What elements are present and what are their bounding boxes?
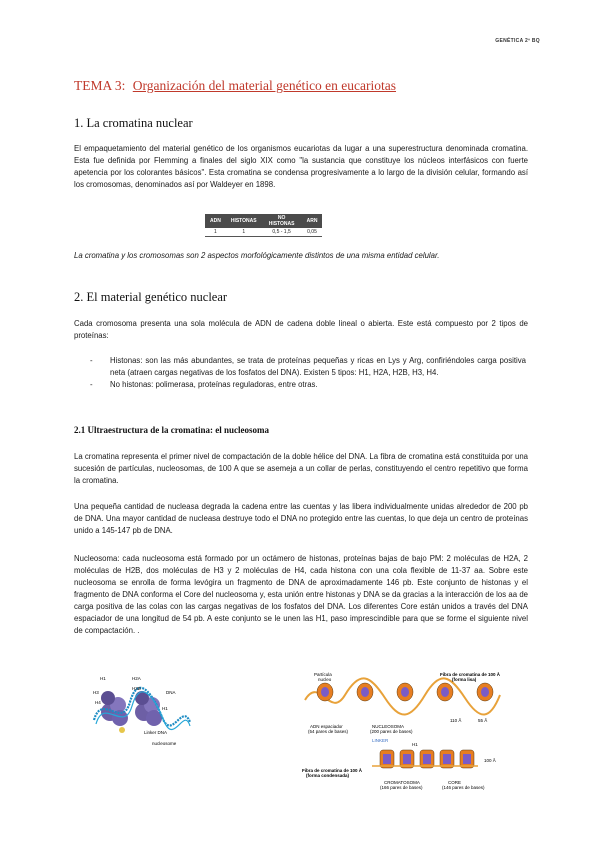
fig-label: DNA: [166, 690, 176, 695]
chromatin-fiber-diagram: [300, 670, 505, 800]
fig-label: H2B: [132, 686, 141, 691]
fig-label: H1: [412, 742, 418, 747]
fig-label: H4: [95, 700, 101, 705]
fig-label: 100 Å: [484, 758, 496, 763]
section-2-heading: 2. El material genético nuclear: [74, 290, 228, 304]
fig-label: H3: [93, 690, 99, 695]
section-2-paragraph: Cada cromosoma presenta una sola molécula de ADN de cadena doble lineal o abierta. Este está compuesto por 2 tipos de proteínas:: [74, 319, 528, 340]
chapter-number: TEMA 3:: [74, 78, 126, 93]
section-1-heading: 1. La cromatina nuclear: [74, 116, 193, 130]
chapter-title: [74, 78, 396, 94]
table-header-cell: HISTONAS: [226, 214, 262, 228]
fig-label: Partícula: [314, 672, 332, 677]
chapter-title-text: Organización del material genético en eucariotas: [132, 78, 397, 93]
table-header-cell: ADN: [205, 214, 226, 228]
fig-label: NUCLEOSOMA: [372, 724, 405, 729]
fig-label: (forma lisa): [452, 677, 477, 682]
fig-label: H1: [100, 676, 106, 681]
fig-label: 55 Å: [478, 718, 488, 723]
fig-label: nucleosome: [152, 741, 177, 746]
list-item: - Histonas: son las más abundantes, se trata de proteínas pequeñas y ricas en Lys y Arg, confiriéndoles carga positiva neta (atraen cargas negativas de los fosfatos del DNA). Existen 5 tipos: H1, H2A, H2B, H3, H4.: [90, 355, 526, 379]
table-header-cell: ARN: [302, 214, 323, 228]
fig-label: nucleo: [318, 677, 332, 682]
fig-label: CROMATOSOMA: [384, 780, 420, 785]
table-row: [205, 228, 322, 237]
list-item: - No histonas: polimerasa, proteínas reguladoras, entre otras.: [90, 379, 526, 391]
protein-type-list: [90, 355, 526, 391]
fig-label: Fibra de cromatina de 100 Å: [440, 672, 501, 677]
fig-label: CORE: [448, 780, 462, 785]
section-2-1-paragraph-3: Nucleosoma: cada nucleosoma está formado por un octámero de histonas, proteínas bajas de bajo PM: 2 moléculas de H2A, 2 moléculas de H2B, dos moléculas de H3 y 2 moléculas de H4, cada histona con una cola flexible de 11-37 aa. Sobre este nucleosoma se enrolla de forma levógira un fragmento de DNA de aproximadamente 146 pb. Este conjunto de histonas y el fragmento de DNA conforma el Core del nucleosoma y, esta unión entre histonas y DNA se da gracias a la interacción de los aa de carga positiva de las colas con las cargas negativas de los fosfatos del DNA. Los diferentes Core están unidos a través del DNA espaciador de una longitud de 54 pb. A este conjunto se le unen las H1, paso imprescindible para que se forme el siguiente nivel de compactación. .: [74, 554, 528, 635]
section-2-1-heading: 2.1 Ultraestructura de la cromatina: el nucleosoma: [74, 425, 270, 435]
fig-label: LINKER: [372, 738, 389, 743]
chromatin-fiber-figure: [300, 670, 505, 800]
fig-label: (166 pares de bases): [380, 785, 423, 790]
italic-note: La cromatina y los cromosomas son 2 aspectos morfológicamente distintos de una misma entidad celular.: [74, 251, 440, 260]
table-cell: 1: [205, 228, 226, 237]
fig-label: H1: [162, 706, 168, 711]
fig-label: (146 pares de bases): [442, 785, 485, 790]
fig-label: 110 Å: [450, 718, 462, 723]
fig-label: H2A: [132, 676, 141, 681]
composition-table: [205, 214, 322, 237]
table-cell: 1: [226, 228, 262, 237]
fig-label: Linker DNA: [144, 730, 168, 735]
fig-label: (54 pares de bases): [308, 729, 349, 734]
section-1-paragraph: El empaquetamiento del material genético de los organismos eucariotas da lugar a una superestructura denominada cromatina. Esta fue definida por Flemming a finales del siglo XIX como "la sustancia que constituye los núcleos interfásicos con fuerte apetencia por los colorantes básicos". Esta cromatina se condensa progresivamente a lo largo de la división celular, formando así los cromosomas, denominados así por Waldeyer en 1898.: [74, 144, 528, 189]
fig-label: ADN espaciador: [310, 724, 343, 729]
nucleosome-illustration: [92, 672, 192, 747]
table-cell: 0,5 - 1,5: [262, 228, 302, 237]
nucleosome-figure: [92, 672, 192, 747]
fig-label: Fibra de cromatina de 100 Å: [302, 768, 363, 773]
table-cell: 0,05: [302, 228, 323, 237]
course-tag: GENÉTICA 2º BQ: [495, 38, 540, 44]
section-2-1-paragraph-2: Una pequeña cantidad de nucleasa degrada la cadena entre las cuentas y las libera individualmente unidas alrededor de 200 pb de DNA. Una mayor cantidad de nucleasa destruye todo el DNA no protegido entre las cuentas, lo que deja un centro de proteínas unido a 145-147 pb de DNA.: [74, 502, 528, 535]
fig-label: (forma condensada): [306, 773, 350, 778]
fig-label: (200 pares de bases): [370, 729, 413, 734]
section-2-1-paragraph-1: La cromatina representa el primer nivel de compactación de la doble hélice del DNA. La fibra de cromatina está constituida por una sucesión de partículas, nucleosomas, de 100 A que se asemeja a un collar de perlas, constituyendo el centro repetitivo que forma la cromatina.: [74, 452, 528, 485]
table-header-cell: NO HISTONAS: [262, 214, 302, 228]
composition-table-wrap: [205, 214, 322, 237]
